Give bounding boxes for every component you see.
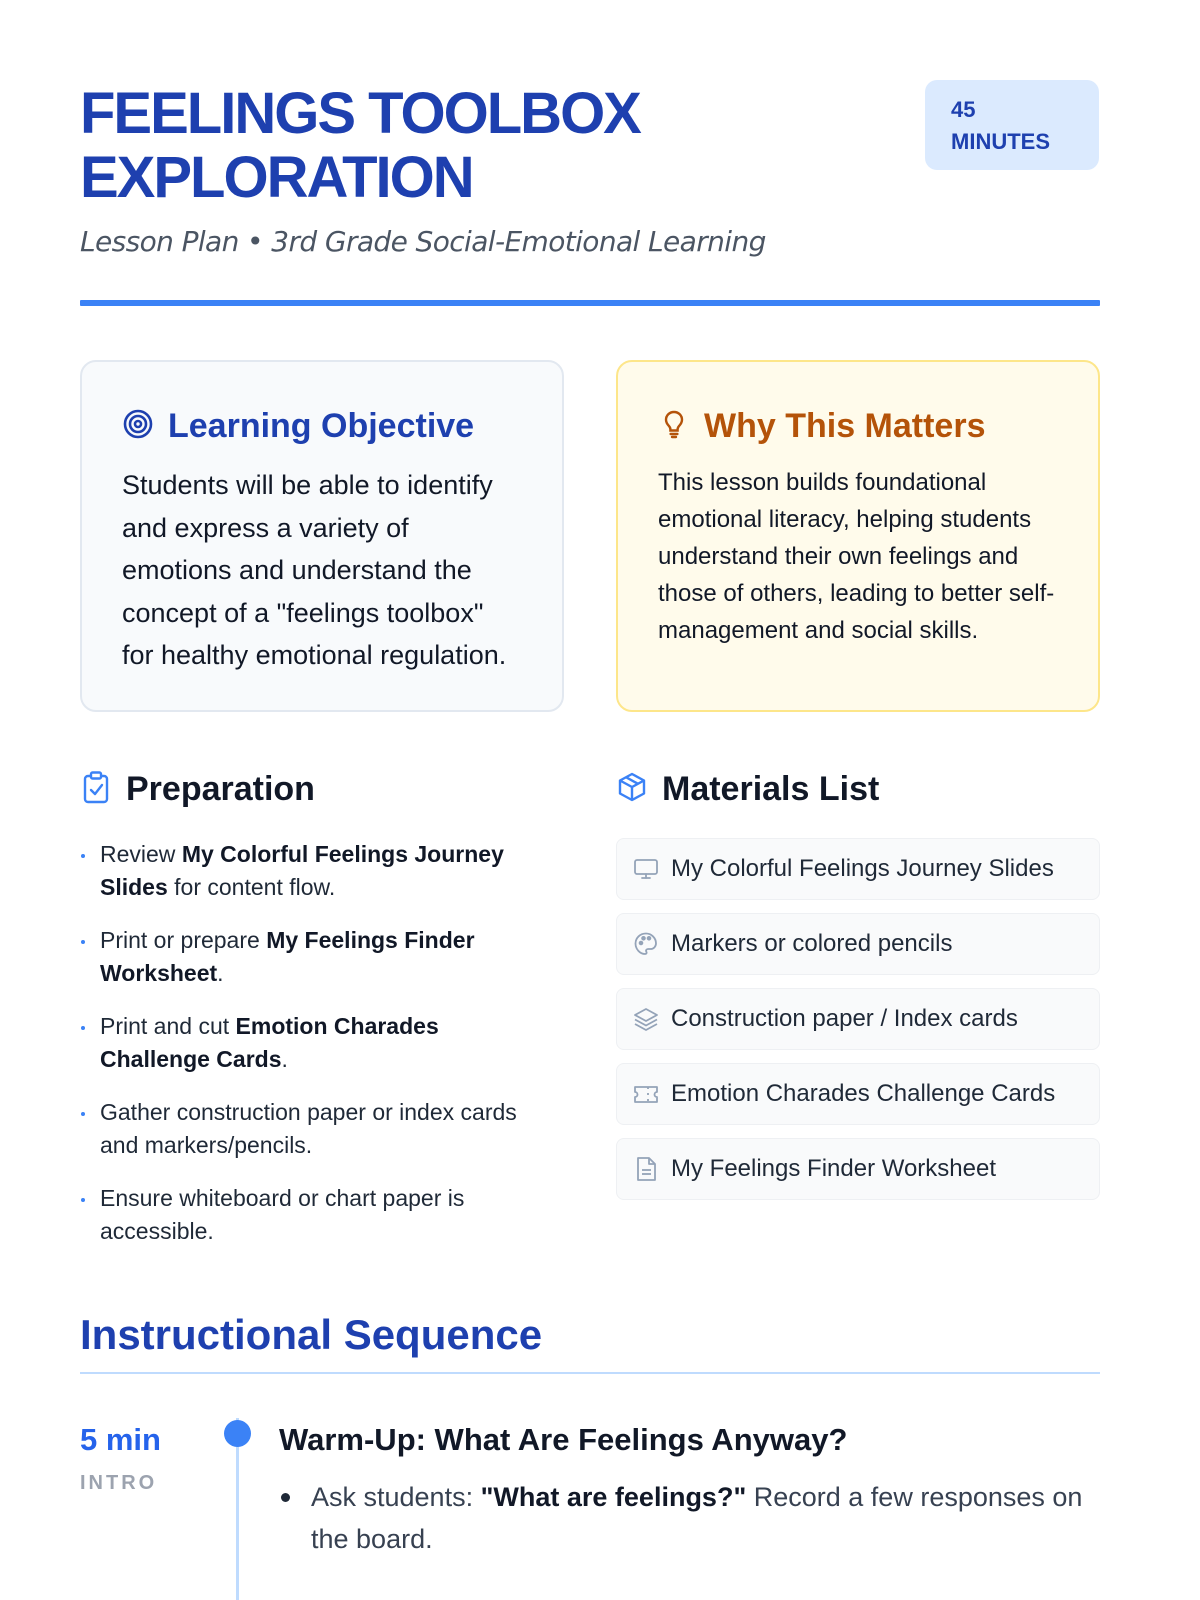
timeline-dot: [224, 1420, 251, 1447]
learning-objective-text: Students will be able to identify and express a variety of emotions and understand the concept of a "feelings toolbox" for healthy emotional regulation.: [122, 470, 507, 670]
monitor-icon: [631, 854, 661, 884]
step-duration: 5 min: [80, 1422, 161, 1457]
lightbulb-icon: [658, 408, 690, 445]
why-this-matters-card: [616, 360, 1100, 712]
material-item: Emotion Charades Challenge Cards: [616, 1063, 1100, 1125]
material-item: My Feelings Finder Worksheet: [616, 1138, 1100, 1200]
preparation-list: [80, 838, 550, 1268]
duration-value: 45: [951, 97, 976, 122]
why-this-matters-heading: Why This Matters: [704, 407, 986, 445]
step-phase-label: INTRO: [80, 1472, 158, 1494]
instructional-sequence-heading: Instructional Sequence: [80, 1311, 543, 1358]
preparation-header: [80, 768, 315, 810]
material-item: Markers or colored pencils: [616, 913, 1100, 975]
target-icon: [122, 408, 154, 445]
page-title: [80, 82, 900, 210]
box-icon: [616, 771, 648, 808]
list-item: Gather construction paper or index cards and markers/pencils.: [80, 1096, 550, 1162]
clipboard-check-icon: [80, 770, 112, 809]
palette-icon: [631, 929, 661, 959]
list-item: Print and cut Emotion Charades Challenge Cards.: [80, 1010, 550, 1076]
material-item: Construction paper / Index cards: [616, 988, 1100, 1050]
materials-list: [616, 838, 1100, 1213]
learning-objective-card: [80, 360, 564, 712]
title-line-1: FEELINGS TOOLBOX: [80, 81, 640, 146]
sequence-divider: [80, 1372, 1100, 1374]
step-title: Warm-Up: What Are Feelings Anyway?: [279, 1422, 848, 1457]
layers-icon: [631, 1004, 661, 1034]
list-item: Review My Colorful Feelings Journey Slides for content flow.: [80, 838, 550, 904]
why-this-matters-text: This lesson builds foundational emotional literacy, helping students understand their own feelings and those of others, leading to better self-management and social skills.: [658, 469, 1055, 644]
duration-unit: MINUTES: [951, 129, 1050, 154]
step-bullets: [279, 1476, 1099, 1560]
title-line-2: EXPLORATION: [80, 145, 473, 210]
ticket-icon: [631, 1079, 661, 1109]
header-divider: [80, 300, 1100, 306]
list-item: Print or prepare My Feelings Finder Worksheet.: [80, 924, 550, 990]
materials-heading: Materials List: [662, 770, 880, 808]
learning-objective-heading: Learning Objective: [168, 407, 475, 445]
material-item: My Colorful Feelings Journey Slides: [616, 838, 1100, 900]
preparation-heading: Preparation: [126, 770, 315, 808]
duration-badge: [925, 80, 1099, 170]
list-item: Ensure whiteboard or chart paper is accessible.: [80, 1182, 550, 1248]
page-subtitle: Lesson Plan • 3rd Grade Social-Emotional Learning: [80, 225, 766, 258]
materials-header: [616, 768, 879, 810]
list-item: Ask students: "What are feelings?" Record a few responses on the board.: [279, 1476, 1099, 1560]
file-text-icon: [631, 1154, 661, 1184]
